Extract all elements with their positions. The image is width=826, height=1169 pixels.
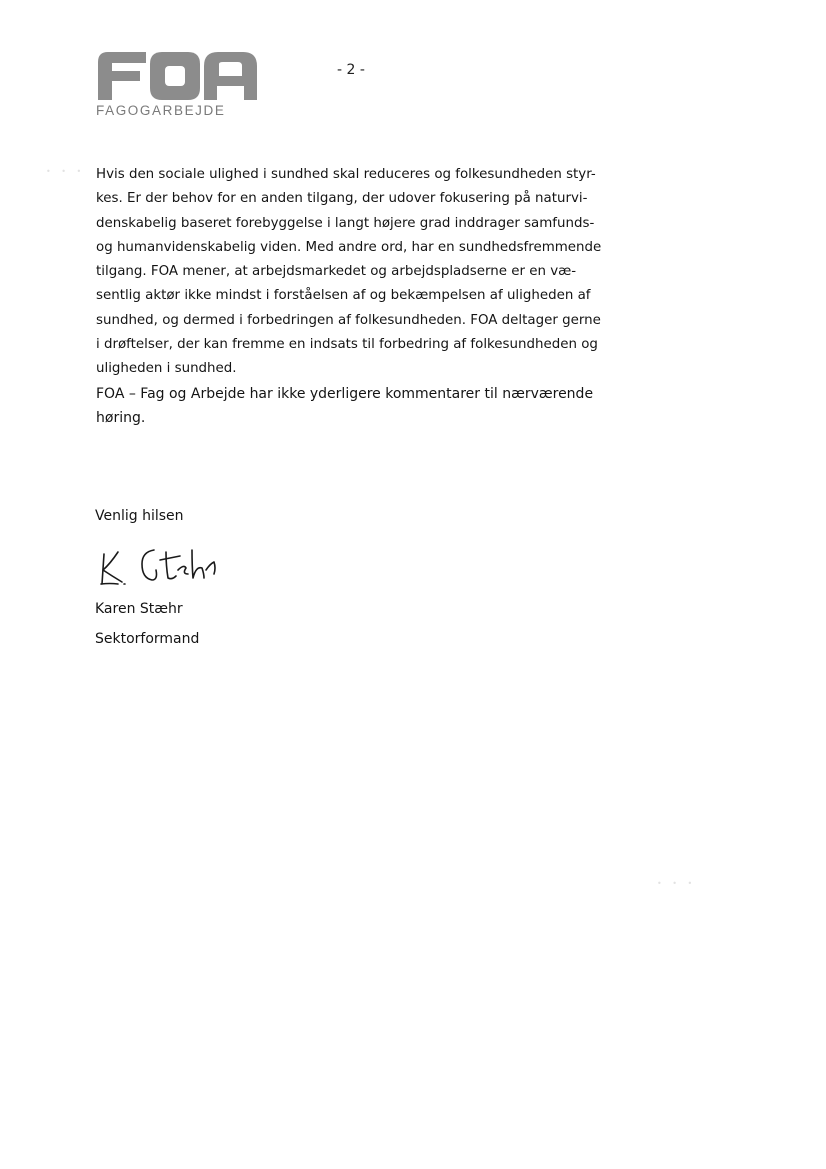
body-paragraph <box>96 163 616 430</box>
foa-logo-mark <box>98 52 258 100</box>
page-number: - 2 - <box>337 62 365 78</box>
text-line: høring. <box>96 409 146 426</box>
text-line: FOA – Fag og Arbejde har ikke yderligere kommentarer til nærværende <box>96 385 594 402</box>
closing-greeting: Venlig hilsen <box>95 508 184 524</box>
scan-dots: • • • <box>46 167 86 176</box>
text-line: og humanvidenskabelig viden. Med andre ord, har en sundhedsfremmende <box>96 239 602 255</box>
foa-logo <box>96 52 266 124</box>
text-line: kes. Er der behov for en anden tilgang, der udover fokusering på naturvi- <box>96 191 588 207</box>
text-line: denskabelig baseret forebyggelse i langt højere grad inddrager samfunds- <box>96 215 595 231</box>
signer-title: Sektorformand <box>95 631 200 647</box>
scan-dots: • • • <box>657 879 697 888</box>
text-line: sentlig aktør ikke mindst i forståelsen af og bekæmpelsen af uligheden af <box>96 288 591 304</box>
text-line: tilgang. FOA mener, at arbejdsmarkedet og arbejdspladserne er en væ- <box>96 264 577 280</box>
signer-name: Karen Stæhr <box>95 601 183 617</box>
text-line: Hvis den sociale ulighed i sundhed skal reduceres og folkesundheden styr- <box>96 167 596 182</box>
text-line: i drøftelser, der kan fremme en indsats til forbedring af folkesundheden og <box>96 337 598 353</box>
text-line: sundhed, og dermed i forbedringen af folkesundheden. FOA deltager gerne <box>96 312 601 328</box>
handwritten-signature <box>96 540 226 590</box>
logo-subtitle: FAGOGARBEJDE <box>96 103 226 118</box>
text-line: uligheden i sundhed. <box>96 361 237 377</box>
